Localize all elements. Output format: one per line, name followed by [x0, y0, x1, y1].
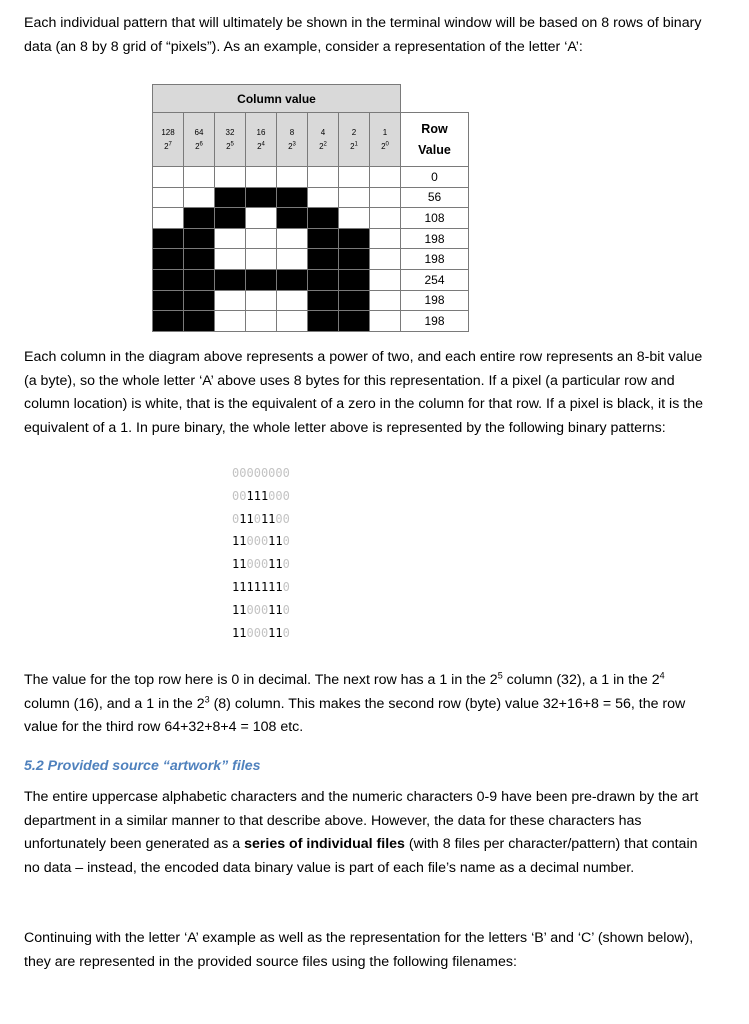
pixel-white [339, 167, 370, 188]
binary-line: 11111110 [232, 579, 290, 594]
pixel-black [339, 228, 370, 249]
pixel-white [308, 167, 339, 188]
pixel-black [339, 269, 370, 290]
para4-text-b: (with 8 files per character/pattern) that contain no data – instead, the encoded data binary value is part of each file’s name as a decimal number. [24, 836, 698, 876]
pixel-white [246, 311, 277, 332]
pixel-black [215, 269, 246, 290]
pixel-black [308, 249, 339, 270]
letter-a-pixel-grid [152, 84, 469, 332]
pixel-black [339, 311, 370, 332]
pixel-white [277, 249, 308, 270]
column-power-exponent: 3 [292, 140, 296, 147]
pixel-white [246, 167, 277, 188]
column-power-header [184, 113, 215, 167]
pixel-white [370, 167, 401, 188]
filenames-intro-paragraph: Continuing with the letter ‘A’ example as well as the representation for the letters ‘B’ and ‘C’ (shown below), they are represented in the provided source files using the following filenames: [24, 930, 694, 970]
para4-bold-text: series of individual files [244, 836, 405, 852]
column-decimal-value: 64 [194, 127, 204, 137]
binary-line: 00111000 [232, 488, 290, 503]
column-power-base: 2 [381, 141, 386, 151]
column-power-exponent: 6 [199, 140, 203, 147]
row-value: 198 [401, 290, 469, 311]
row-value: 254 [401, 269, 469, 290]
pixel-row [153, 290, 469, 311]
column-power-base: 2 [226, 141, 231, 151]
column-value-header: Column value [153, 85, 401, 113]
pixel-white [277, 290, 308, 311]
para4-text-a: The entire uppercase alphabetic characters and the numeric characters 0-9 have been pre-drawn by the art department in a similar manner to that describe above. However, the data for these characters has unfortunately been generated as a [24, 789, 699, 852]
header-spacer [401, 85, 469, 113]
column-power-header [215, 113, 246, 167]
pixel-black [339, 249, 370, 270]
column-power-header [339, 113, 370, 167]
pixel-white [370, 290, 401, 311]
pixel-white [215, 290, 246, 311]
para3-sup-c: 3 [204, 693, 210, 704]
row-value: 198 [401, 311, 469, 332]
pixel-black [246, 269, 277, 290]
binary-patterns [232, 462, 290, 644]
pixel-white [339, 208, 370, 229]
para3-sup-a: 5 [497, 670, 503, 681]
row-value: 198 [401, 228, 469, 249]
column-power-base: 2 [257, 141, 262, 151]
column-power-base: 2 [195, 141, 200, 151]
column-power-base: 2 [288, 141, 293, 151]
pixel-row [153, 249, 469, 270]
intro-paragraph: Each individual pattern that will ultimately be shown in the terminal window will be based on 8 rows of binary data (an 8 by 8 grid of “pixels”). As an example, consider a representation of the letter ‘A’: [24, 15, 702, 55]
pixel-white [153, 187, 184, 208]
pixel-black [215, 208, 246, 229]
pixel-white [246, 228, 277, 249]
pixel-black [308, 290, 339, 311]
binary-line: 11000110 [232, 534, 290, 549]
column-decimal-value: 2 [351, 127, 357, 137]
pixel-black [339, 290, 370, 311]
pixel-black [184, 249, 215, 270]
pixel-black [184, 208, 215, 229]
row-value-header [401, 113, 469, 167]
column-decimal-value: 128 [161, 127, 175, 137]
pixel-white [153, 167, 184, 188]
pixel-white [215, 311, 246, 332]
pixel-black [308, 269, 339, 290]
row-value-explanation-paragraph [24, 669, 704, 740]
section-heading: 5.2 Provided source “artwork” files [24, 758, 261, 774]
column-power-exponent: 4 [261, 140, 265, 147]
pixel-white [215, 249, 246, 270]
pixel-black [184, 269, 215, 290]
para3-text-c: column (16), and a 1 in the 2 [24, 695, 205, 712]
pixel-black [153, 228, 184, 249]
pixel-white [370, 311, 401, 332]
binary-line: 11000110 [232, 625, 290, 640]
pixel-white [246, 249, 277, 270]
column-decimal-value: 4 [320, 127, 326, 137]
binary-line: 00000000 [232, 466, 290, 480]
pixel-white [339, 187, 370, 208]
column-decimal-value: 1 [382, 127, 388, 137]
row-value: 0 [401, 167, 469, 188]
binary-line: 01101100 [232, 511, 290, 526]
column-power-base: 2 [164, 141, 169, 151]
para3-text-d: (8) column. This makes the second row (byte) value 32+16+8 = 56, the row value for the third row 64+32+8+4 = 108 etc. [24, 695, 686, 735]
pixel-black [153, 311, 184, 332]
pixel-black [308, 208, 339, 229]
pixel-black [246, 187, 277, 208]
pixel-white [370, 249, 401, 270]
pixel-white [370, 269, 401, 290]
pixel-white [277, 311, 308, 332]
column-power-exponent: 2 [323, 140, 327, 147]
column-power-exponent: 7 [168, 140, 172, 147]
pixel-white [370, 187, 401, 208]
row-value: 108 [401, 208, 469, 229]
column-decimal-value: 8 [289, 127, 295, 137]
pixel-white [308, 187, 339, 208]
pixel-black [184, 228, 215, 249]
column-power-exponent: 1 [354, 140, 358, 147]
pixel-black [277, 187, 308, 208]
pixel-white [370, 208, 401, 229]
row-value: 198 [401, 249, 469, 270]
column-power-exponent: 5 [230, 140, 234, 147]
pixel-black [153, 290, 184, 311]
pixel-white [184, 167, 215, 188]
column-power-header [277, 113, 308, 167]
pixel-row [153, 208, 469, 229]
pixel-row [153, 187, 469, 208]
pixel-row [153, 269, 469, 290]
para3-text-a: The value for the top row here is 0 in decimal. The next row has a 1 in the 2 [24, 672, 498, 688]
pixel-black [153, 249, 184, 270]
column-power-header [308, 113, 339, 167]
pixel-white [277, 167, 308, 188]
column-explanation-paragraph: Each column in the diagram above represents a power of two, and each entire row represents an 8-bit value (a byte), so the whole letter ‘A’ above uses 8 bytes for this representation. If a pixel (a particular row and column location) is white, that is the equivalent of a zero in the column for that row. If a pixel is black, it is the equivalent of a 1. In pure binary, the whole letter above is represented by the following binary patterns: [24, 349, 703, 436]
pixel-black [308, 311, 339, 332]
column-power-base: 2 [319, 141, 324, 151]
pixel-black [308, 228, 339, 249]
pixel-black [277, 269, 308, 290]
source-files-paragraph [24, 786, 704, 880]
pixel-black [153, 269, 184, 290]
pixel-row [153, 228, 469, 249]
column-power-header [246, 113, 277, 167]
pixel-white [184, 187, 215, 208]
binary-line: 11000110 [232, 557, 290, 572]
pixel-white [246, 208, 277, 229]
pixel-white [370, 228, 401, 249]
column-decimal-value: 16 [256, 127, 266, 137]
pixel-white [246, 290, 277, 311]
pixel-black [184, 290, 215, 311]
pixel-black [277, 208, 308, 229]
pixel-row [153, 167, 469, 188]
row-header-line2: Value [418, 142, 451, 157]
pixel-white [277, 228, 308, 249]
pixel-white [215, 228, 246, 249]
pixel-black [184, 311, 215, 332]
pixel-white [215, 167, 246, 188]
column-power-base: 2 [350, 141, 355, 151]
column-power-exponent: 0 [385, 140, 389, 147]
binary-line: 11000110 [232, 602, 290, 617]
para3-sup-b: 4 [659, 670, 665, 681]
para3-text-b: column (32), a 1 in the 2 [502, 672, 660, 688]
column-power-header [370, 113, 401, 167]
row-value: 56 [401, 187, 469, 208]
row-header-line1: Row [421, 121, 448, 136]
pixel-row [153, 311, 469, 332]
pixel-white [153, 208, 184, 229]
column-power-header [153, 113, 184, 167]
pixel-black [215, 187, 246, 208]
column-decimal-value: 32 [225, 127, 235, 137]
